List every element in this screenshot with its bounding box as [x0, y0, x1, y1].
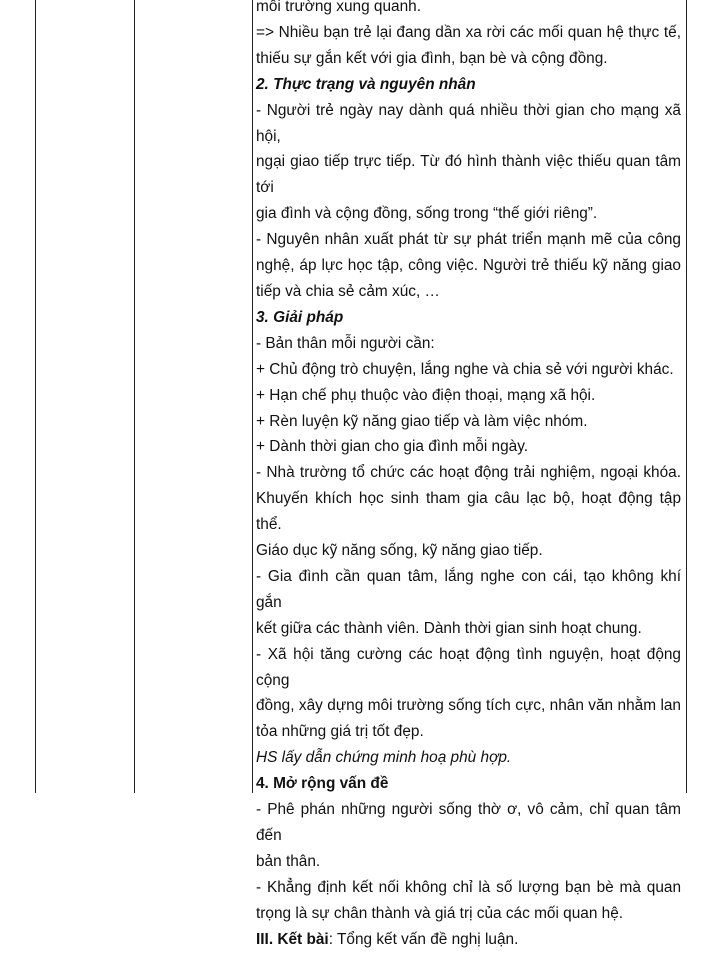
- section-heading: 4. Mở rộng vấn đề: [256, 775, 389, 793]
- conclusion-heading: III. Kết bài: [256, 930, 329, 948]
- conclusion-line: [256, 927, 681, 953]
- text-line: - Gia đình cần quan tâm, lắng nghe con cái, tạo không khí gắn: [256, 567, 681, 611]
- text-line: tỏa những giá trị tốt đẹp.: [256, 723, 424, 741]
- section-heading: 2. Thực trạng và nguyên nhân: [256, 75, 476, 93]
- conclusion-text: : Tổng kết vấn đề nghị luận.: [328, 930, 519, 948]
- text-line: - Nhà trường tổ chức các hoạt động trải nghiệm, ngoại khóa.: [256, 464, 681, 482]
- table-border-right: [686, 0, 687, 793]
- text-line: + Rèn luyện kỹ năng giao tiếp và làm việc nhóm.: [256, 412, 588, 430]
- text-line: tiếp và chia sẻ cảm xúc, …: [256, 282, 440, 300]
- text-line: + Chủ động trò chuyện, lắng nghe và chia sẻ với người khác.: [256, 360, 674, 378]
- table-border-col2: [134, 0, 135, 793]
- text-line: trọng là sự chân thành và giá trị của các mối quan hệ.: [256, 904, 624, 922]
- answer-content-cell: [256, 0, 681, 953]
- text-line: nghệ, áp lực học tập, công việc. Người trẻ thiếu kỹ năng giao: [256, 257, 681, 275]
- text-line: gia đình và cộng đồng, sống trong “thế giới riêng”.: [256, 205, 598, 223]
- text-line: - Người trẻ ngày nay dành quá nhiều thời gian cho mạng xã hội,: [256, 101, 681, 145]
- text-line: bản thân.: [256, 852, 321, 870]
- text-line: môi trường xung quanh.: [256, 0, 421, 15]
- text-line: - Bản thân mỗi người cần:: [256, 334, 435, 352]
- text-line: Giáo dục kỹ năng sống, kỹ năng giao tiếp.: [256, 542, 543, 560]
- note-line: HS lấy dẫn chứng minh hoạ phù hợp.: [256, 749, 512, 767]
- text-line: + Dành thời gian cho gia đình mỗi ngày.: [256, 438, 529, 456]
- text-line: - Phê phán những người sống thờ ơ, vô cảm, chỉ quan tâm đến: [256, 801, 681, 844]
- text-line: - Khẳng định kết nối không chỉ là số lượng bạn bè mà quan: [256, 878, 681, 896]
- text-line: - Xã hội tăng cường các hoạt động tình nguyện, hoạt động cộng: [256, 645, 681, 689]
- text-line: - Nguyên nhân xuất phát từ sự phát triển mạnh mẽ của công: [256, 231, 681, 249]
- text-line: ngại giao tiếp trực tiếp. Từ đó hình thành việc thiếu quan tâm tới: [256, 153, 681, 197]
- text-line: kết giữa các thành viên. Dành thời gian sinh hoạt chung.: [256, 619, 642, 637]
- text-line: đồng, xây dựng môi trường sống tích cực, nhân văn nhằm lan: [256, 697, 681, 715]
- text-line: => Nhiều bạn trẻ lại đang dần xa rời các mối quan hệ thực tế,: [256, 23, 681, 41]
- table-border-left: [35, 0, 36, 793]
- text-line: + Hạn chế phụ thuộc vào điện thoại, mạng xã hội.: [256, 386, 596, 404]
- section-heading: 3. Giải pháp: [256, 308, 344, 326]
- text-line: Khuyến khích học sinh tham gia câu lạc bộ, hoạt động tập thể.: [256, 490, 681, 534]
- text-line: thiếu sự gắn kết với gia đình, bạn bè và cộng đồng.: [256, 49, 608, 67]
- table-border-col3: [252, 0, 253, 793]
